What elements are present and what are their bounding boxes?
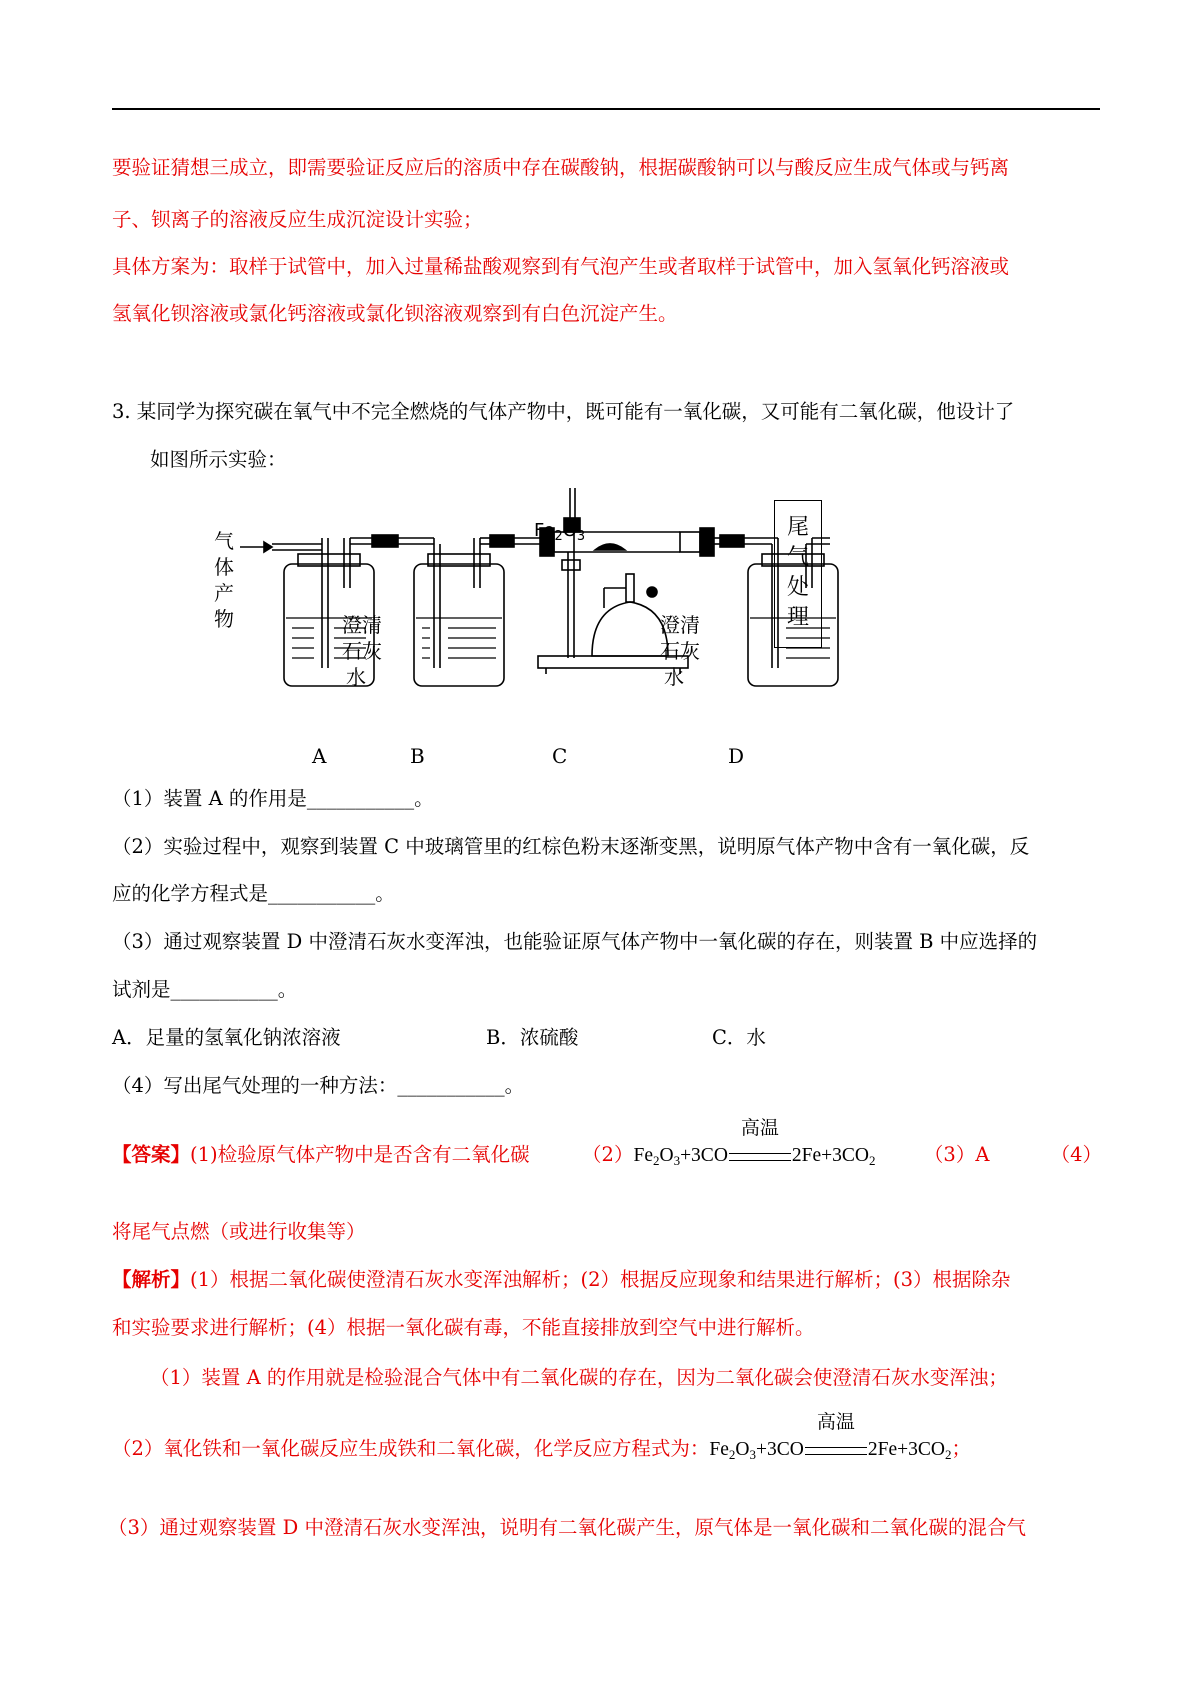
eq-fe: Fe <box>709 1439 729 1460</box>
subquestion-3-cont: 试剂是___________。 <box>112 978 298 1001</box>
answer-2-prefix: （2） <box>582 1143 634 1166</box>
eq-plus: +3CO <box>756 1439 804 1460</box>
eq-o: O <box>735 1439 750 1460</box>
label-char: 处 <box>786 575 809 600</box>
eq-sub: 3 <box>749 1447 757 1462</box>
eq-sub: 2 <box>944 1447 952 1462</box>
label-char: 体 <box>214 555 234 579</box>
eq-fe: Fe <box>633 1145 653 1166</box>
eq-condition-arrow <box>728 1118 792 1168</box>
limewater-label-b <box>342 612 382 690</box>
reagent-o: O <box>562 520 577 541</box>
eq-sub: 3 <box>673 1153 681 1168</box>
question-3-stem-cont: 如图所示实验： <box>150 448 287 471</box>
analysis-line-2: 和实验要求进行解析；(4）根据一氧化碳有毒，不能直接排放到空气中进行解析。 <box>112 1316 815 1339</box>
label-b: B <box>410 744 425 768</box>
eq-condition: 高温 <box>740 1118 779 1139</box>
label-line: 石灰 <box>342 639 382 663</box>
analysis-line-1 <box>112 1268 1011 1292</box>
eq-double-line <box>729 1153 791 1161</box>
label-d: D <box>728 744 745 768</box>
subquestion-4: （4）写出尾气处理的一种方法：___________。 <box>112 1074 525 1097</box>
reagent-label <box>534 520 585 544</box>
label-char: 产 <box>214 581 234 605</box>
detail-2-text: （2）氧化铁和一氧化碳反应生成铁和二氧化碳，化学反应方程式为： <box>112 1437 710 1460</box>
question-3-stem: 3. 某同学为探究碳在氧气中不完全燃烧的气体产物中，既可能有一氧化碳，又可能有二氧化碳，他设计了 <box>112 400 1015 423</box>
analysis-text: (1）根据二氧化碳使澄清石灰水变浑浊解析；(2）根据反应现象和结果进行解析；(3）根据除杂 <box>190 1268 1011 1291</box>
answer-3: （3）A <box>923 1143 990 1166</box>
detail-1: （1）装置 A 的作用就是检验混合气体中有二氧化碳的存在，因为二氧化碳会使澄清石灰水变浑浊； <box>150 1366 1008 1389</box>
subquestion-3: （3）通过观察装置 D 中澄清石灰水变浑浊，也能验证原气体产物中一氧化碳的存在，则装置 B 中应选择的 <box>112 930 1038 953</box>
eq-sub: 2 <box>728 1447 736 1462</box>
option-b: B．浓硫酸 <box>486 1026 579 1049</box>
option-a: A．足量的氢氧化钠浓溶液 <box>112 1026 341 1049</box>
reagent-fe: Fe <box>534 520 555 541</box>
detail-2-equation <box>709 1412 952 1467</box>
label-line: 澄清 <box>342 613 382 637</box>
label-c: C <box>552 744 568 768</box>
reagent-sub: 2 <box>554 529 563 544</box>
detail-2-suffix: ； <box>951 1437 971 1460</box>
eq-sub: 2 <box>869 1153 876 1168</box>
gas-product-label <box>212 528 236 632</box>
text-line: 子、钡离子的溶液反应生成沉淀设计实验； <box>112 208 483 231</box>
subquestion-2: （2）实验过程中，观察到装置 C 中玻璃管里的红棕色粉末逐渐变黑，说明原气体产物中含有一氧化碳，反 <box>112 835 1030 858</box>
eq-sub: 2 <box>652 1153 660 1168</box>
eq-o: O <box>659 1145 674 1166</box>
experiment-apparatus-figure <box>200 488 840 768</box>
label-char: 理 <box>786 605 809 630</box>
answer-tag: 【答案】 <box>112 1143 191 1166</box>
subquestion-1: （1）装置 A 的作用是___________。 <box>112 787 434 810</box>
eq-double-line <box>805 1447 867 1455</box>
subquestion-2-cont: 应的化学方程式是___________。 <box>112 882 395 905</box>
analysis-tag: 【解析】 <box>112 1268 191 1291</box>
answer-2-equation <box>633 1118 876 1173</box>
reagent-sub: 3 <box>576 529 586 544</box>
text-line: 具体方案为：取样于试管中，加入过量稀盐酸观察到有气泡产生或者取样于试管中，加入氢氧化钙溶液或 <box>112 255 1010 278</box>
text-line: 要验证猜想三成立，即需要验证反应后的溶质中存在碳酸钠，根据碳酸钠可以与酸反应生成气体或与钙离 <box>112 156 1010 179</box>
label-line: 石灰 <box>660 639 700 663</box>
tail-gas-box <box>774 500 822 648</box>
header-rule <box>112 108 1100 110</box>
label-a: A <box>312 744 327 768</box>
answer-1: (1)检验原气体产物中是否含有二氧化碳 <box>190 1143 530 1166</box>
text-line: 氢氧化钡溶液或氯化钙溶液或氯化钡溶液观察到有白色沉淀产生。 <box>112 302 678 325</box>
eq-condition-arrow <box>804 1412 868 1462</box>
label-char: 尾 <box>786 515 809 540</box>
answer-4-prefix: （4） <box>1050 1143 1102 1166</box>
option-c: C．水 <box>712 1026 766 1049</box>
eq-product: 2Fe+3CO <box>791 1145 869 1166</box>
answer-line <box>112 1118 1102 1173</box>
detail-3: （3）通过观察装置 D 中澄清石灰水变浑浊，说明有二氧化碳产生，原气体是一氧化碳和二氧化碳的混合气 <box>108 1516 1026 1539</box>
label-line: 水 <box>346 665 366 689</box>
label-line: 澄清 <box>660 613 700 637</box>
limewater-label-d <box>660 612 700 690</box>
label-char: 物 <box>214 607 234 631</box>
answer-4: 将尾气点燃（或进行收集等） <box>112 1220 366 1243</box>
label-char: 气 <box>214 529 234 553</box>
eq-condition: 高温 <box>816 1412 855 1433</box>
detail-2 <box>112 1412 971 1467</box>
label-line: 水 <box>664 665 684 689</box>
eq-product: 2Fe+3CO <box>867 1439 945 1460</box>
label-char: 气 <box>786 545 809 570</box>
eq-plus: +3CO <box>680 1145 728 1166</box>
